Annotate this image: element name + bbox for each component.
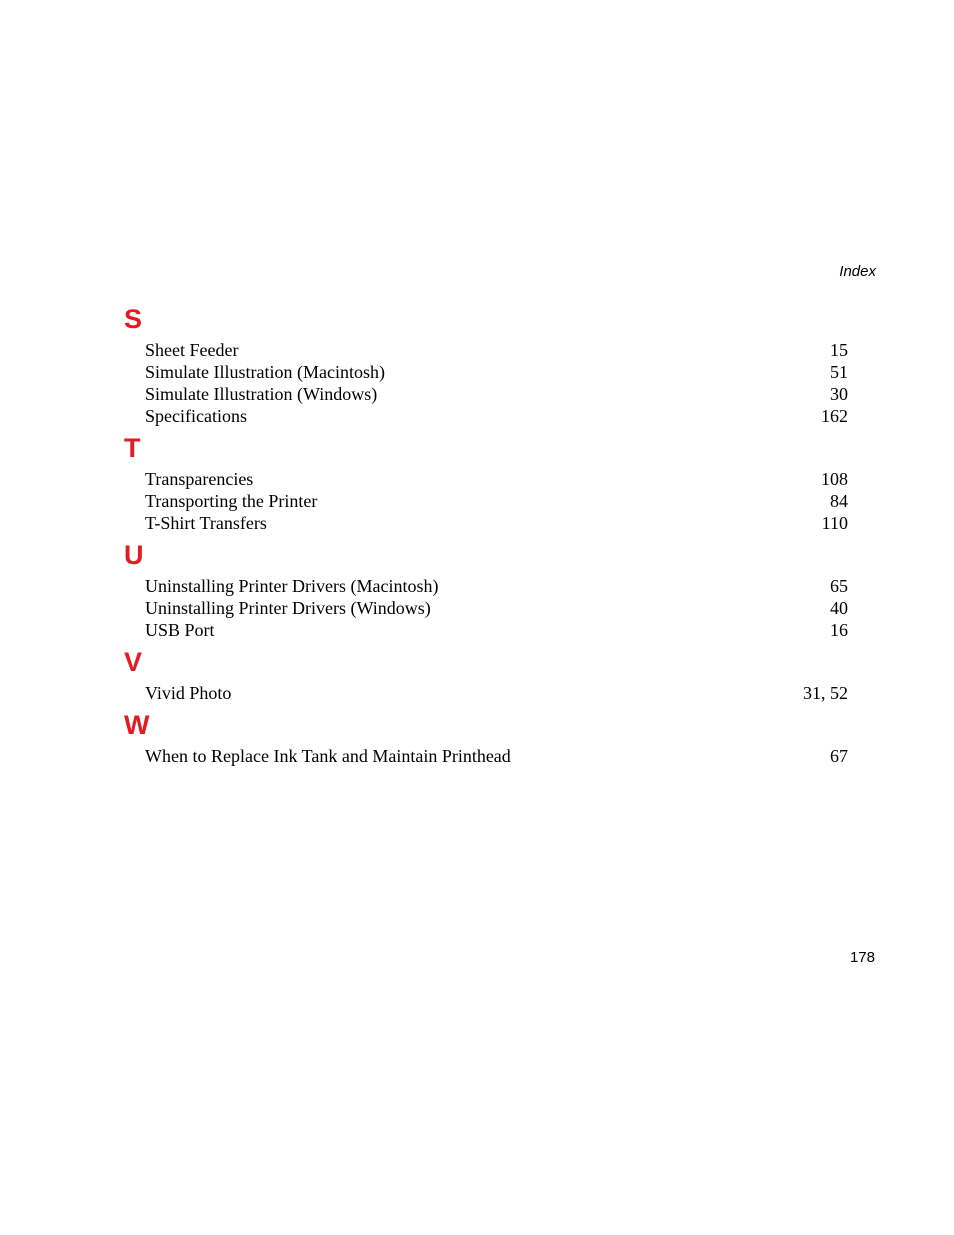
index-section-t xyxy=(124,431,848,534)
section-letter-heading: S xyxy=(124,304,143,334)
section-letter-heading: T xyxy=(124,433,141,463)
index-entry xyxy=(124,597,848,619)
index-entry xyxy=(124,490,848,512)
index-entry-page-ref: 110 xyxy=(821,513,848,533)
index-entry-term: Transporting the Printer xyxy=(145,491,318,511)
index-entry-term: Uninstalling Printer Drivers (Macintosh) xyxy=(145,576,439,596)
index-entry-list xyxy=(124,468,848,534)
index-entry-term: Vivid Photo xyxy=(145,683,232,703)
index-entry-page-ref: 51 xyxy=(830,362,848,382)
index-section-w xyxy=(124,708,848,767)
running-header-title: Index xyxy=(839,263,876,280)
index-entry xyxy=(124,575,848,597)
index-entry xyxy=(124,619,848,641)
index-entry-term: Specifications xyxy=(145,406,247,426)
index-entry xyxy=(124,339,848,361)
index-entry-term: Simulate Illustration (Windows) xyxy=(145,384,378,404)
index-section-s xyxy=(124,302,848,427)
index-entry xyxy=(124,745,848,767)
index-entry-page-ref: 108 xyxy=(821,469,848,489)
index-entry xyxy=(124,468,848,490)
index-entry-page-ref: 30 xyxy=(830,384,848,404)
index-entry xyxy=(124,383,848,405)
index-entry-page-ref: 31, 52 xyxy=(803,683,848,703)
section-letter-heading: U xyxy=(124,540,144,570)
index-section-v xyxy=(124,645,848,704)
index-entry-page-ref: 40 xyxy=(830,598,848,618)
index-entry xyxy=(124,682,848,704)
index-entry-page-ref: 16 xyxy=(830,620,848,640)
section-letter-heading: W xyxy=(124,710,150,740)
index-entry-term: T-Shirt Transfers xyxy=(145,513,267,533)
index-entry-list xyxy=(124,339,848,427)
section-letter-heading: V xyxy=(124,647,143,677)
index-entry-term: Sheet Feeder xyxy=(145,340,239,360)
index-entry-page-ref: 15 xyxy=(830,340,848,360)
index-entry-list xyxy=(124,682,848,704)
index-entry xyxy=(124,405,848,427)
index-entry xyxy=(124,512,848,534)
index-entry-list xyxy=(124,575,848,641)
index-entry-term: Uninstalling Printer Drivers (Windows) xyxy=(145,598,431,618)
index-section-u xyxy=(124,538,848,641)
index-entry-term: When to Replace Ink Tank and Maintain Printhead xyxy=(145,746,511,766)
index-entry-page-ref: 65 xyxy=(830,576,848,596)
index-entry xyxy=(124,361,848,383)
page-number: 178 xyxy=(849,949,875,966)
index-entry-page-ref: 84 xyxy=(830,491,848,511)
index-entry-term: Transparencies xyxy=(145,469,254,489)
index-entry-page-ref: 162 xyxy=(821,406,848,426)
index-body xyxy=(124,302,848,771)
index-entry-term: USB Port xyxy=(145,620,215,640)
index-entry-list xyxy=(124,745,848,767)
index-entry-page-ref: 67 xyxy=(830,746,848,766)
index-entry-term: Simulate Illustration (Macintosh) xyxy=(145,362,385,382)
